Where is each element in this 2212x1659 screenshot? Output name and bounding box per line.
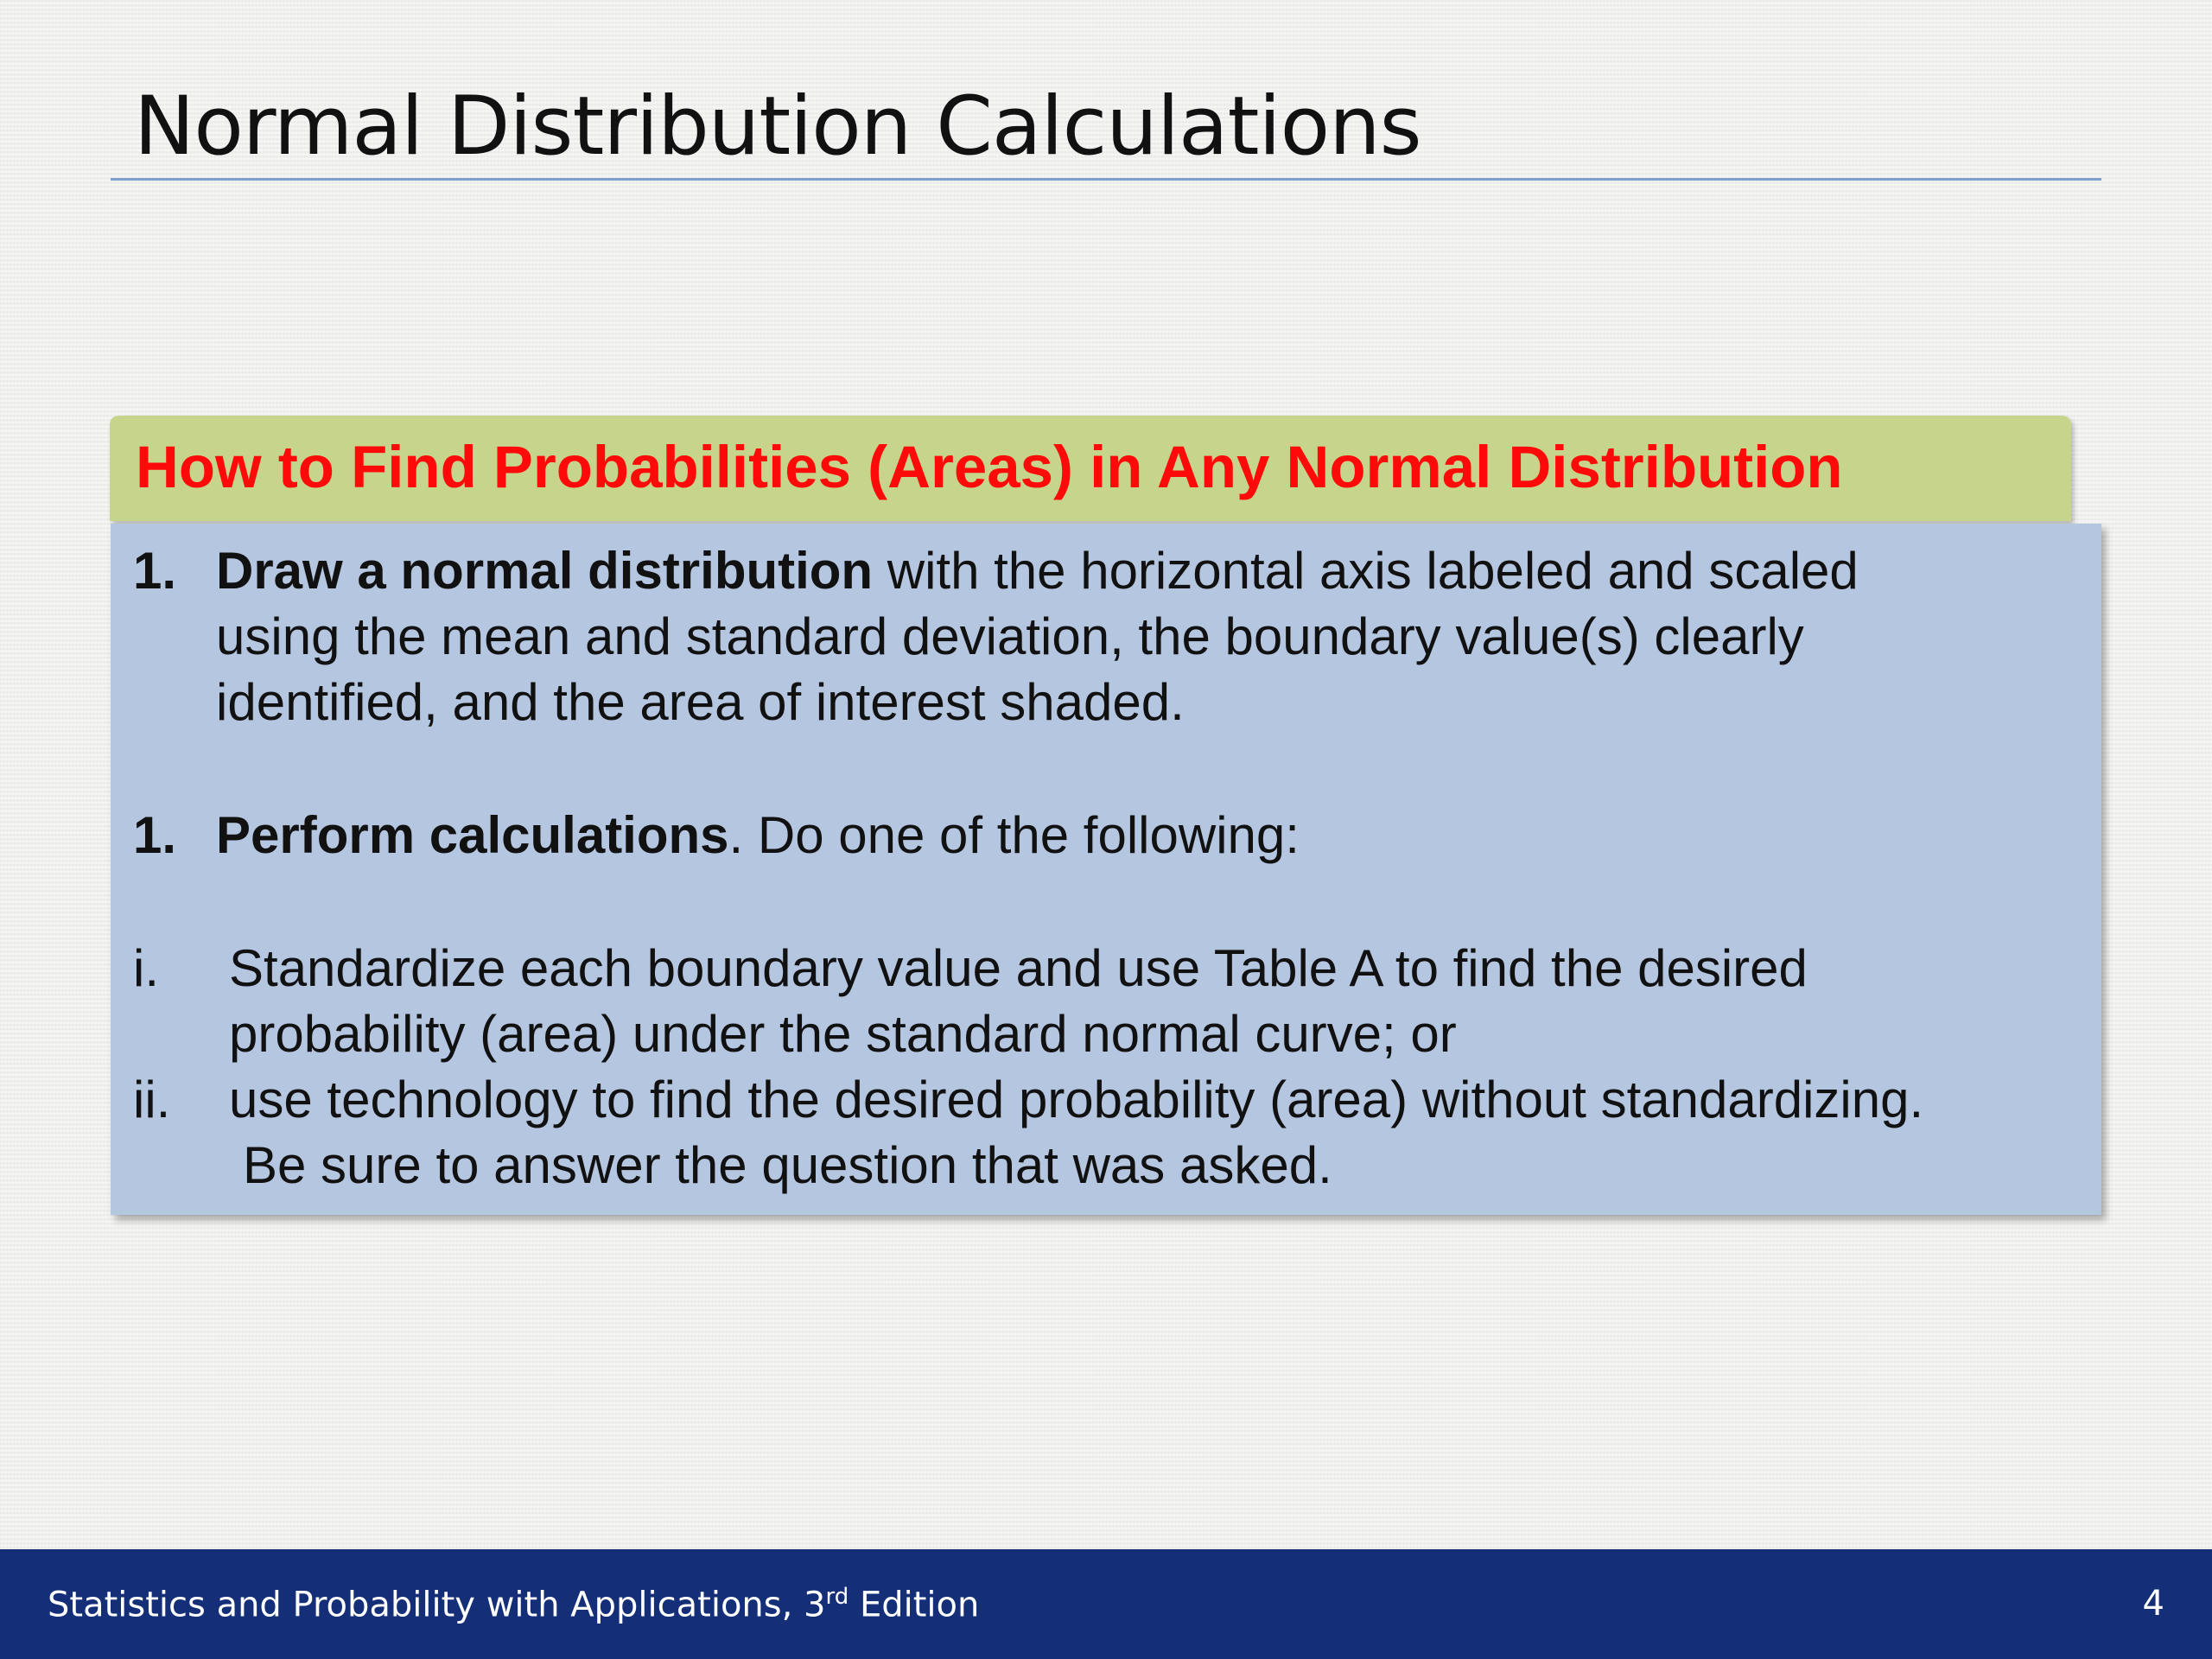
option-i-line2: probability (area) under the standard normal curve; or [229,1005,1457,1063]
step1-line1-rest: with the horizontal axis labeled and scaled [873,542,1859,600]
option-ii-marker: ii. [133,1071,171,1128]
step1-line3: identified, and the area of interest shaded. [216,673,1185,731]
step2-line [216,805,1300,865]
option-i-marker: i. [133,939,159,997]
step1-line2: using the mean and standard deviation, the boundary value(s) clearly [216,607,1804,665]
page-number: 4 [2142,1584,2164,1624]
footer-edition-superscript: rd [825,1584,849,1610]
title-underline [111,178,2101,181]
step2-number: 1. [133,806,177,864]
step2-rest: . Do one of the following: [728,806,1300,864]
footer-title-main: Statistics and Probability with Applications, 3 [48,1585,826,1625]
footer-bar [0,1549,2212,1659]
step1-line1 [216,541,1859,601]
option-ii-line1: use technology to find the desired probability (area) without standardizing. [229,1071,1924,1128]
footer-edition-rest: Edition [849,1585,980,1625]
footer-book-title [48,1584,979,1624]
step1-bold: Draw a normal distribution [216,542,874,600]
box-body [111,524,2101,1215]
slide-title: Normal Distribution Calculations [134,79,1421,174]
box-header-title: How to Find Probabilities (Areas) in Any Normal Distribution [136,434,1843,500]
step1-number: 1. [133,542,177,600]
step2-bold: Perform calculations [216,806,729,864]
option-i-line1: Standardize each boundary value and use Table A to find the desired [229,939,1808,997]
box-header [110,416,2071,521]
option-ii-line2: Be sure to answer the question that was asked. [243,1136,1332,1194]
